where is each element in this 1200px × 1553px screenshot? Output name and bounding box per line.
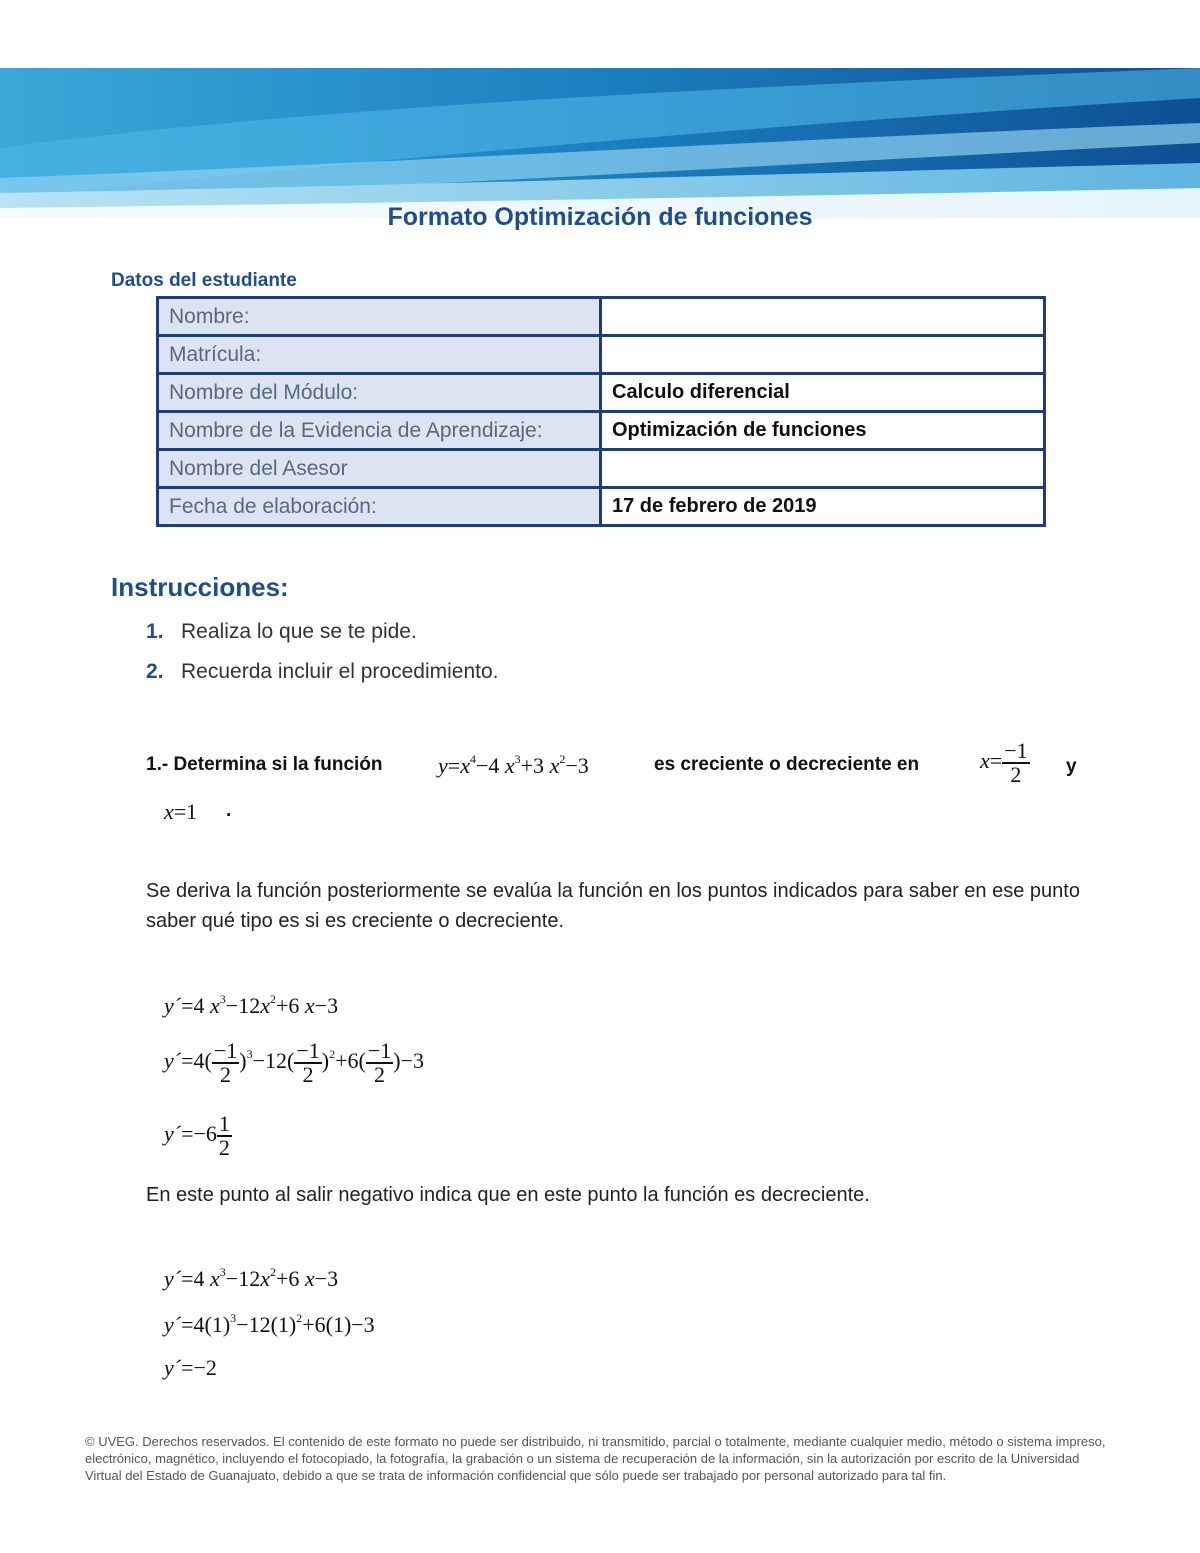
table-row bbox=[158, 336, 1045, 374]
table-row bbox=[158, 488, 1045, 526]
instruction-item bbox=[146, 620, 417, 644]
question-and: y bbox=[1066, 756, 1077, 777]
point-x-neg-half: x= $\frac{-1}{2}$ bbox=[980, 738, 1028, 787]
table-row bbox=[158, 412, 1045, 450]
explanation-paragraph: Se deriva la función posteriormente se evalúa la función en los puntos indicados para saber en ese punto saber qué tipo es si es creciente o decreciente. bbox=[146, 880, 1080, 932]
student-data-label: Datos del estudiante bbox=[111, 270, 297, 291]
row-label: Nombre: bbox=[158, 298, 601, 336]
table-row bbox=[158, 298, 1045, 336]
instructions-title: Instrucciones: bbox=[111, 572, 289, 602]
table-row bbox=[158, 374, 1045, 412]
conclusion-paragraph: En este punto al salir negativo indica que en este punto la función es decreciente. bbox=[146, 1184, 870, 1206]
question-intro: 1.- Determina si la función bbox=[146, 754, 383, 775]
derivative-equation: y´=4 $x^3-12x^2+6$ x−3 bbox=[164, 1265, 339, 1291]
instruction-item bbox=[146, 660, 499, 684]
table-row bbox=[158, 450, 1045, 488]
student-data-table bbox=[156, 296, 1046, 527]
advisor-field[interactable] bbox=[601, 450, 1045, 488]
copyright-footer: © UVEG. Derechos reservados. El contenido de este formato no puede ser distribuido, ni transmitido, parcial o totalmente, mediante cualquier medio, método o sistema impreso, electrónico, magnético, incluyendo el fotocopiado, la fotografía, la grabación o un sistema de recuperación de la información, sin la autorización por escrito de la Universidad Virtual del Estado de Guanajuato, debido a que se trata de información confidencial que sólo puede ser trabajado por personal autorizado para tal fin. bbox=[85, 1434, 1106, 1483]
derivative-result-one: y´=−2 bbox=[164, 1355, 217, 1380]
instruction-text: Recuerda incluir el procedimiento. bbox=[181, 660, 499, 683]
enrollment-field[interactable] bbox=[601, 336, 1045, 374]
function-equation: $y=x^4-4$ $x^3+3$ $x^2-3$ bbox=[438, 752, 589, 778]
row-label: Nombre del Asesor bbox=[158, 450, 601, 488]
instruction-text: Realiza lo que se te pide. bbox=[181, 620, 417, 643]
derivative-eval-one: $y´=4(1)^3-12(1)^2+6(1)-3$ bbox=[164, 1311, 375, 1337]
row-label: Fecha de elaboración: bbox=[158, 488, 601, 526]
row-label: Matrícula: bbox=[158, 336, 601, 374]
derivative-equation: y´=4 $x^3-12x^2+6$ x−3 bbox=[164, 992, 339, 1018]
derivative-result-neg-half: y´=−6 $\frac{1}{2}$ bbox=[164, 1111, 230, 1160]
question-end: . bbox=[226, 800, 232, 821]
name-field[interactable] bbox=[601, 298, 1045, 336]
instruction-number: 1. bbox=[146, 620, 164, 643]
point-x-one: x=1 bbox=[164, 799, 198, 824]
question-middle: es creciente o decreciente en bbox=[654, 754, 920, 775]
header-banner bbox=[0, 68, 1200, 218]
evidence-field[interactable]: Optimización de funciones bbox=[601, 412, 1045, 450]
date-field[interactable]: 17 de febrero de 2019 bbox=[601, 488, 1045, 526]
module-field[interactable]: Calculo diferencial bbox=[601, 374, 1045, 412]
derivative-eval-neg-half: y´=4( $\frac{-1}{2}$ )$^3$−12( $\frac{-1}{2}$ )$^2$+6( $\frac{-1}{2}$ )−3 bbox=[164, 1038, 424, 1087]
instruction-number: 2. bbox=[146, 660, 164, 683]
page-title: Formato Optimización de funciones bbox=[387, 203, 813, 231]
row-label: Nombre de la Evidencia de Aprendizaje: bbox=[158, 412, 601, 450]
row-label: Nombre del Módulo: bbox=[158, 374, 601, 412]
